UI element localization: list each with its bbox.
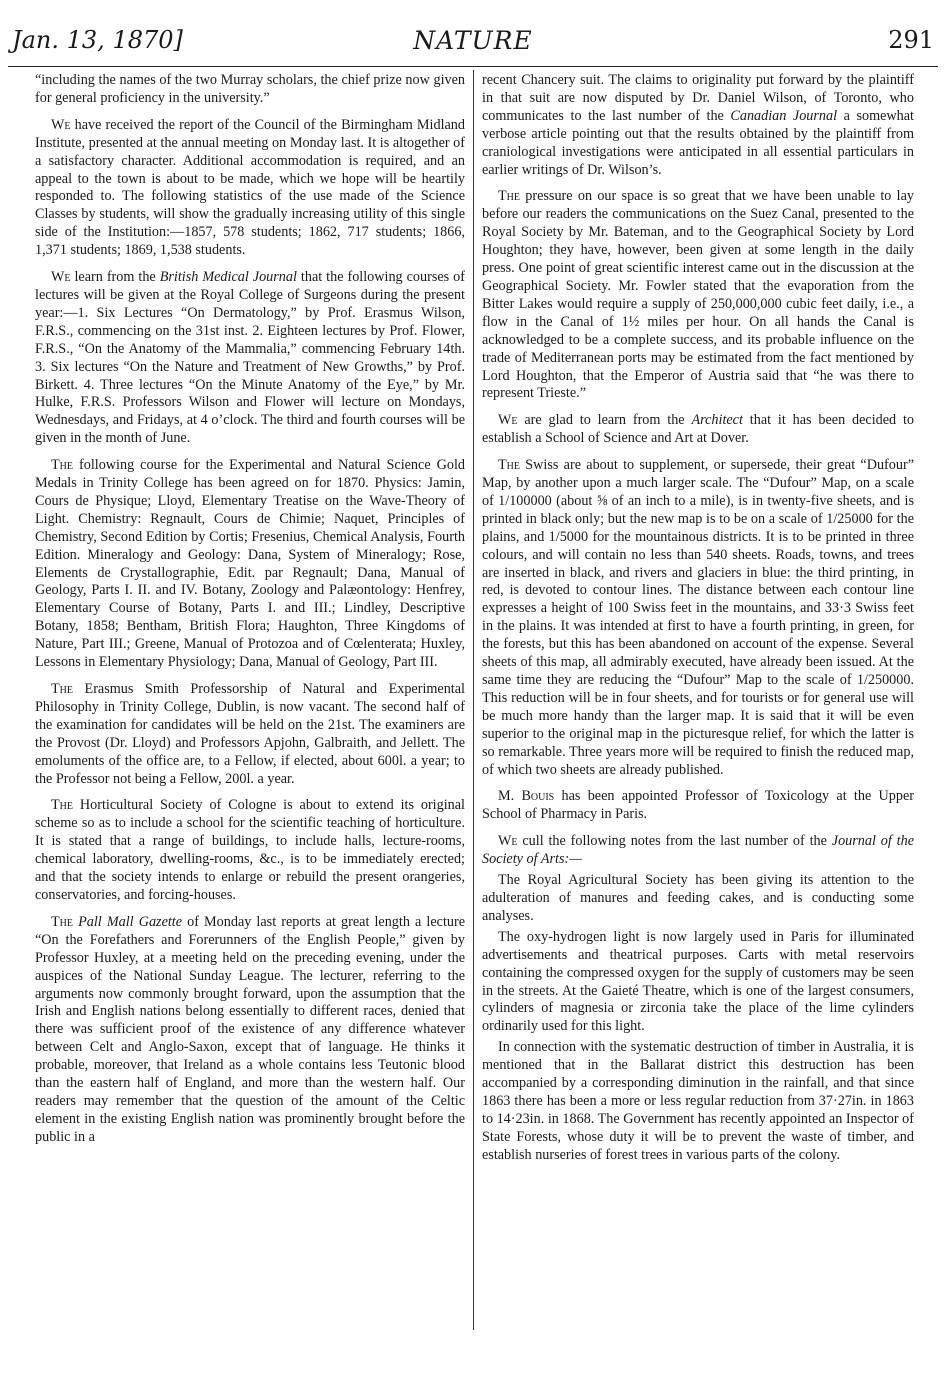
issue-date: Jan. 13, 1870] (12, 26, 183, 54)
paragraph: The following course for the Experimental and Natural Science Gold Medals in Trinity College has been agreed on for 1870. Physics: Jamin, Cours de Physique; Lloyd, Elementary Treatise on the Wave-Theory of Light. Chemistry: Regnault, Cours de Chimie; Naquet, Principles of Chemistry, Second Edition by Cortis; Fresenius, Chemical Analysis, Fourth Edition. Mineralogy and Geology: Dana, System of Mineralogy; Rose, Elements de Crystallographie, Edit. par Regnault; Dana, Manual of Geology, Parts I. II. and IV. Botany, Zoology and Palæontology: Henfrey, Elementary Course of Botany, Parts I. and III.; Lindley, Descriptive Botany, 1858; Bentham, British Flora; Haughton, Three Kingdoms of Nature, Part III.; Greene, Manual of Protozoa and of Cœlenterata; Huxley, Lessons in Elementary Physiology; Dana, Manual of Geology, Part III. (35, 457, 465, 671)
paragraph: We learn from the British Medical Journal that the following courses of lectures will be given at the Royal College of Surgeons during the present year:—1. Six Lectures “On Dermatology,” by Prof. Erasmus Wilson, F.R.S., commencing on the 31st inst. 2. Eighteen lectures by Prof. Flower, F.R.S., “On the Anatomy of the Mammalia,” commencing February 14th. 3. Six lectures “On the Nature and Treatment of New Growths,” by Prof. Birkett. 4. Three lectures “On the Minute Anatomy of the Eye,” by Mr. Hulke, F.R.S. Professors Wilson and Flower will lecture on Mondays, Wednesdays, and Fridays, at 4 o’clock. The third and fourth courses will be given in the month of June. (35, 269, 465, 447)
header-rule (8, 66, 938, 67)
paragraph: The pressure on our space is so great that we have been unable to lay before our readers the communications on the Suez Canal, presented to the Royal Society by Mr. Bateman, and to the Geographical Society by Lord Houghton; they have, however, been given at some length in the daily press. One point of great scientific interest came out in the discussion at the Geographical Society. Mr. Fowler stated that the evaporation from the Bitter Lakes would require a supply of 250,000,000 cubic feet daily, i.e., a flow in the Canal of 1½ miles per hour. On all hands the Canal is acknowledged to be a complete success, and its probable influence on the trade of Mediterranean ports may be estimated from the fact mentioned by Lord Houghton, that the Emperor of Austria said that “he was there to represent Trieste.” (482, 188, 914, 402)
paragraph: In connection with the systematic destruction of timber in Australia, it is mentioned that in the Ballarat district this destruction has been accompanied by a corresponding diminution in the rainfall, and that since 1863 there has been a more or less regular reduction from 37·27in. in 1863 to 14·23in. in 1868. The Government has recently appointed an Inspector of State Forests, whose duty it will be to prevent the waste of timber, and establish nurseries of forest trees in various parts of the colony. (482, 1039, 914, 1163)
column-divider (473, 70, 474, 1330)
journal-title: NATURE (413, 26, 533, 55)
paragraph: We are glad to learn from the Architect that it has been decided to establish a School of Science and Art at Dover. (482, 412, 914, 447)
page-number: 291 (888, 26, 934, 54)
paragraph: The Swiss are about to supplement, or supersede, their great “Dufour” Map, by another upon a much larger scale. The “Dufour” Map, on a scale of 1/100000 (about ⅝ of an inch to a mile), is in twenty-five sheets, and is printed in black only; but the new map is to be on a scale of 1/25000 for the plains, and 1/5000 for the mountainous districts. It is to be printed in three colours, and will contain no less than 540 sheets. Roads, towns, and trees are inserted in black, and rivers and glaciers in blue: the third printing, in red, is devoted to contour lines. The distance between each contour line expresses a height of 100 Swiss feet in the mountains, and 33·3 Swiss feet in the plains. It was intended at first to have a fourth printing, in green, for the forests, but this has been abandoned on account of the expense. Several sheets of this map, all admirably executed, have already been issued. At the same time they are reducing the “Dufour” Map to the scale of 1/250000. This reduction will be in four sheets, and for tourists or for general use will be much more handy than the larger map. It is said that it will be even superior to the original map in the picturesque relief, for which the latter is so remarkable. Three years more will be required to finish the reduced map, of which two sheets are already published. (482, 457, 914, 778)
paragraph: The Pall Mall Gazette of Monday last reports at great length a lecture “On the Forefathers and Forerunners of the English People,” given by Professor Huxley, at a meeting held on the preceding evening, under the auspices of the National Sunday League. The lecturer, referring to the arguments now commonly brought forward, upon the assumption that the Irish and English nations belong essentially to different races, denied that there was sufficient proof of the existence of any difference whatever between Celt and Anglo-Saxon, except that of language. He thinks it probable, moreover, that Ireland as a whole contains less Teutonic blood than the eastern half of England, and more than the western half. Our readers may remember that the question of the amount of the Celtic element in the existing English nation was prominently brought before the public in a (35, 913, 466, 1145)
left-column (35, 72, 465, 1156)
paragraph: The Horticultural Society of Cologne is about to extend its original scheme so as to include a school for the scientific teaching of horticulture. It is stated that a range of buildings, to include halls, lecture-rooms, chemical laboratory, dwelling-rooms, &c., is to be immediately erected; and that the society intends to enlarge or rebuild the present orangeries, conservatories, and forcing-houses. (35, 797, 465, 903)
paragraph: “including the names of the two Murray scholars, the chief prize now given for general proficiency in the university.” (35, 72, 465, 106)
right-column (482, 72, 914, 1168)
paragraph: We have received the report of the Council of the Birmingham Midland Institute, presented at the annual meeting on Monday last. It is altogether of a satisfactory character. Additional accommodation is required, and an appeal to the town is about to be made, which we hope will be heartily responded to. The following statistics of the use made of the Science Classes by students, will show the gradually increasing utility of this single side of the Institution:—1857, 578 students; 1862, 717 students; 1866, 1,371 students; 1869, 1,538 students. (35, 116, 465, 259)
paragraph: The oxy-hydrogen light is now largely used in Paris for illuminated advertisements and theatrical purposes. Carts with metal reservoirs containing the compressed oxygen for the supply of customers may be seen in the streets. At the Gaieté Theatre, which is one of the largest consumers, cylinders of magnesia or zirconia take the place of the lime cylinders ordinarily used for this light. (482, 928, 914, 1035)
paragraph: We cull the following notes from the last number of the Journal of the Society of Arts:— (482, 833, 915, 868)
paragraph: M. Bouis has been appointed Professor of Toxicology at the Upper School of Pharmacy in Paris. (482, 788, 914, 823)
page-header (8, 22, 938, 62)
paragraph: recent Chancery suit. The claims to originality put forward by the plaintiff in that suit are now disputed by Dr. Daniel Wilson, of Toronto, who communicates to the last number of the Canadian Journal a somewhat verbose article pointing out that the results obtained by the plaintiff from craniological investigations were anticipated in all essential particulars in earlier writings of Dr. Wilson’s. (482, 72, 914, 178)
paragraph: The Royal Agricultural Society has been giving its attention to the adulteration of manures and feeding cakes, and is conducting some analyses. (482, 872, 914, 924)
paragraph: The Erasmus Smith Professorship of Natural and Experimental Philosophy in Trinity College, Dublin, is now vacant. The second half of the examination for candidates will be held on the 21st. The examiners are the Provost (Dr. Lloyd) and Professors Apjohn, Galbraith, and Jellett. The emoluments of the office are, to a Fellow, if elected, about 600l. a year; to the Professor not being a Fellow, 200l. a year. (35, 681, 465, 787)
